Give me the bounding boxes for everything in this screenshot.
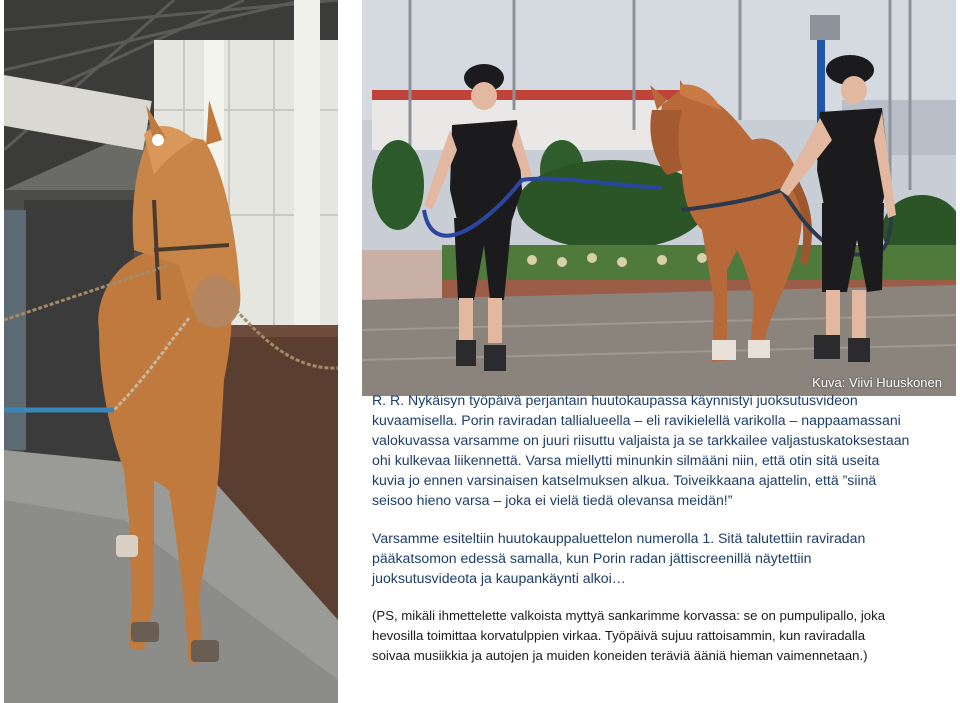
racetrack-illustration — [362, 0, 956, 396]
paragraph-intro — [372, 390, 954, 511]
text-line: ohi kulkevaa liikennettä. Varsa miellytti minunkin silmääni niin, että otin sitä useita — [372, 452, 880, 469]
text-line: kuvaamisella. Porin raviradan tallialueella – eli ravikielellä varikolla – nappaamassani — [372, 412, 901, 429]
stable-horse-illustration — [4, 0, 338, 703]
text-line: seisoo hieno varsa – joka ei vielä tiedä olevansa meidän!” — [372, 492, 733, 509]
paragraph-ps — [372, 606, 954, 666]
text-line: R. R. Nykäisyn työpäivä perjantain huutokaupassa käynnistyi juoksutusvideon — [372, 392, 858, 408]
racetrack-photo — [362, 0, 956, 396]
text-line: (PS, mikäli ihmettelette valkoista myttyä sankarimme korvassa: se on pumpulipallo, joka — [372, 607, 886, 623]
stable-horse-photo — [4, 0, 338, 703]
text-line: kuvia jo ennen varsinaisen katselmuksen alkua. Toiveikkaana ajattelin, että ”siinä — [372, 472, 877, 489]
text-line: juoksutusvideota ja kaupankäynti alkoi… — [372, 569, 626, 586]
text-line: soivaa musiikkia ja autojen ja muiden koneiden teräviä ääniä hieman vaimennetaan.) — [372, 647, 868, 663]
photo-credit: Kuva: Viivi Huuskonen — [812, 375, 942, 390]
paragraph-auction — [372, 528, 954, 588]
text-line: Varsamme esiteltiin huutokauppaluettelon numerolla 1. Sitä talutettiin raviradan — [372, 529, 866, 546]
article-text — [372, 390, 954, 666]
text-line: hevosilla toimittaa korvatulppien virkaa. Työpäivä sujuu rattoisammin, kun raviradalla — [372, 627, 866, 643]
text-line: valokuvassa varsamme on juuri riisuttu valjaista ja se tarkkailee valjastuskatoksestaan — [372, 432, 910, 449]
text-line: pääkatsomon edessä samalla, kun Porin radan jättiscreenillä näytettiin — [372, 549, 812, 566]
